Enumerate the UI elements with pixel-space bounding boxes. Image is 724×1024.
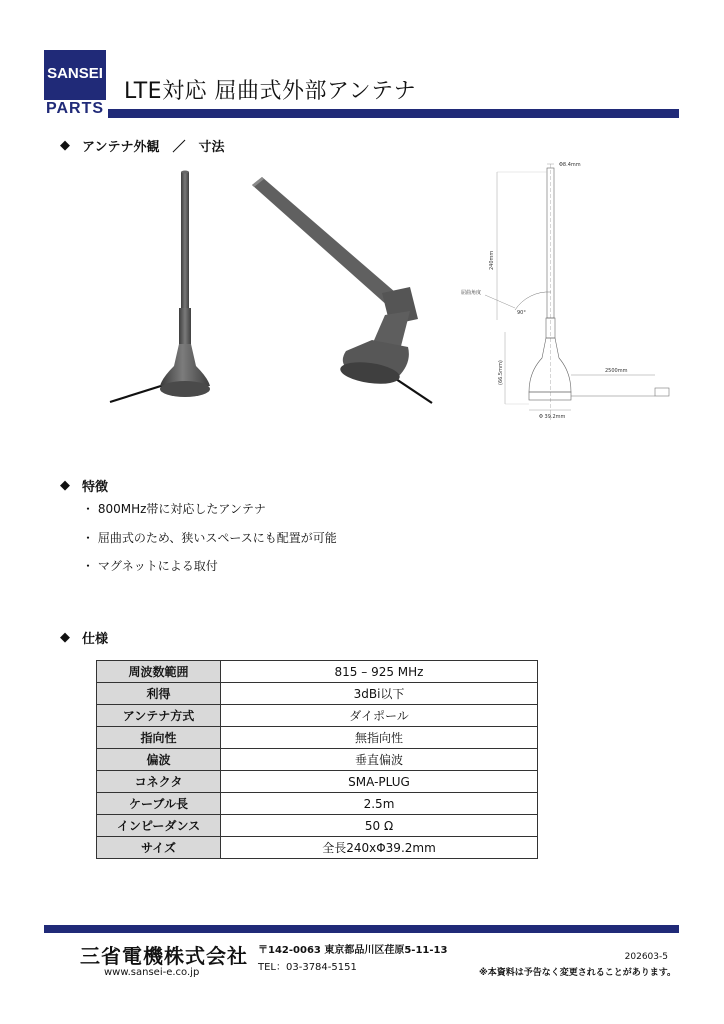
antenna-bent-image bbox=[250, 175, 440, 410]
section-features-label: 特徴 bbox=[82, 480, 109, 495]
table-row bbox=[97, 705, 538, 727]
spec-key: コネクタ bbox=[97, 771, 221, 793]
dim-top-diameter: Φ8.4mm bbox=[559, 162, 581, 168]
diamond-bullet-icon: ◆ bbox=[60, 630, 70, 645]
dim-base-height: (66.5mm) bbox=[498, 360, 504, 385]
table-row bbox=[97, 727, 538, 749]
feature-item: ・ 800MHz帯に対応したアンテナ bbox=[82, 502, 266, 516]
spec-value: 815 – 925 MHz bbox=[221, 661, 538, 683]
spec-table bbox=[96, 660, 538, 859]
table-row bbox=[97, 771, 538, 793]
table-row bbox=[97, 837, 538, 859]
section-appearance-heading bbox=[60, 136, 224, 155]
spec-key: 周波数範囲 bbox=[97, 661, 221, 683]
logo-subtext: PARTS bbox=[45, 100, 105, 117]
spec-value: 2.5m bbox=[221, 793, 538, 815]
company-tel: TEL：03-3784-5151 bbox=[258, 962, 357, 973]
company-address: 〒142-0063 東京都品川区荏原5-11-13 bbox=[258, 945, 448, 956]
section-specs-heading bbox=[60, 628, 108, 647]
spec-value: 3dBi以下 bbox=[221, 683, 538, 705]
diamond-bullet-icon: ◆ bbox=[60, 478, 70, 493]
table-row bbox=[97, 815, 538, 837]
spec-key: 利得 bbox=[97, 683, 221, 705]
spec-key: ケーブル長 bbox=[97, 793, 221, 815]
spec-value: 全長240xΦ39.2mm bbox=[221, 837, 538, 859]
spec-value: 垂直偏波 bbox=[221, 749, 538, 771]
header-bar bbox=[108, 109, 679, 118]
page-title: LTE対応 屈曲式外部アンテナ bbox=[124, 79, 417, 104]
document-number: 202603-5 bbox=[624, 952, 668, 962]
feature-item: ・ マグネットによる取付 bbox=[82, 559, 218, 573]
dim-cable-length: 2500mm bbox=[605, 368, 628, 374]
table-row bbox=[97, 793, 538, 815]
table-row bbox=[97, 661, 538, 683]
company-name: 三省電機株式会社 bbox=[80, 944, 248, 968]
spec-value: ダイポール bbox=[221, 705, 538, 727]
logo-text: SANSEI bbox=[47, 65, 103, 82]
section-appearance-label: アンテナ外観 ／ 寸法 bbox=[82, 140, 225, 155]
feature-item: ・ 屈曲式のため、狭いスペースにも配置が可能 bbox=[82, 531, 337, 545]
spec-key: 指向性 bbox=[97, 727, 221, 749]
footer-bar bbox=[44, 925, 679, 933]
spec-key: インピーダンス bbox=[97, 815, 221, 837]
dim-length: 240mm bbox=[489, 250, 495, 270]
spec-key: 偏波 bbox=[97, 749, 221, 771]
section-specs-label: 仕様 bbox=[82, 632, 109, 647]
company-url[interactable]: www.sansei-e.co.jp bbox=[104, 967, 200, 978]
spec-key: アンテナ方式 bbox=[97, 705, 221, 727]
spec-value: SMA-PLUG bbox=[221, 771, 538, 793]
section-features-heading bbox=[60, 476, 108, 495]
spec-value: 50 Ω bbox=[221, 815, 538, 837]
dim-angle: 90° bbox=[517, 310, 526, 316]
antenna-straight-image bbox=[100, 160, 240, 410]
table-row bbox=[97, 749, 538, 771]
company-logo bbox=[44, 50, 106, 100]
spec-key: サイズ bbox=[97, 837, 221, 859]
dim-base-diameter: Φ 39.2mm bbox=[539, 414, 566, 420]
diamond-bullet-icon: ◆ bbox=[60, 138, 70, 153]
spec-value: 無指向性 bbox=[221, 727, 538, 749]
dimension-drawing bbox=[455, 160, 675, 425]
table-row bbox=[97, 683, 538, 705]
change-notice: ※本資料は予告なく変更されることがあります。 bbox=[478, 968, 676, 978]
dim-bend-label: 屈曲角度 bbox=[461, 290, 482, 296]
